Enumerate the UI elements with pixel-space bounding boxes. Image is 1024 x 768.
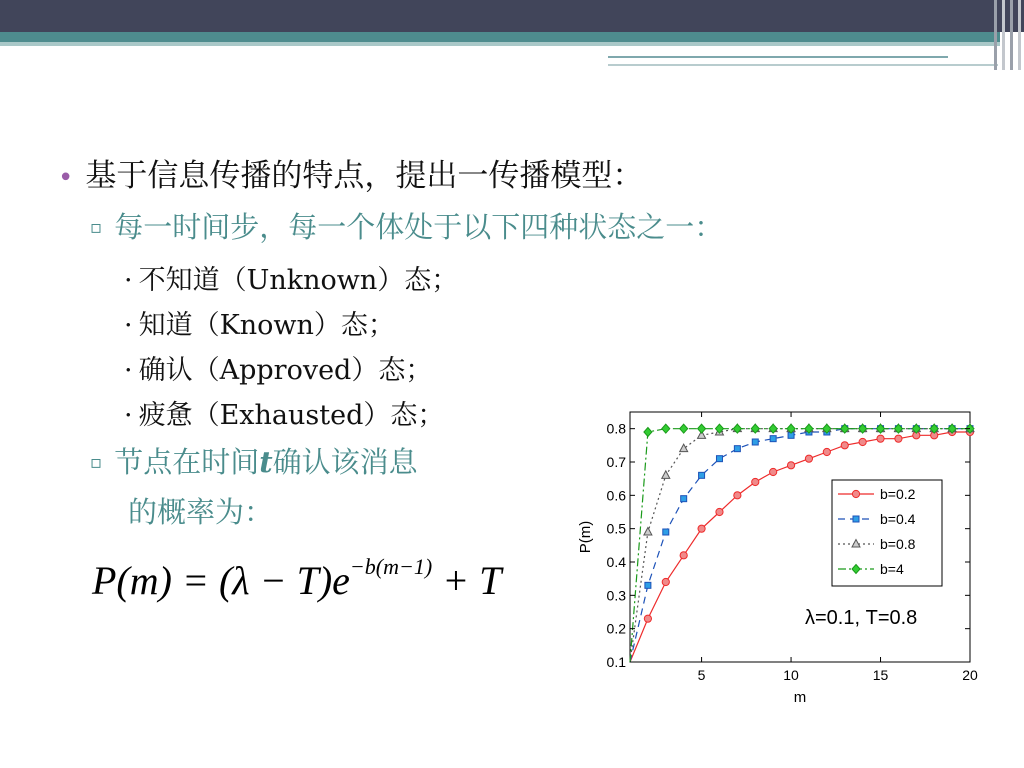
x-tick-label: 20 (962, 667, 978, 683)
data-point-b=0.4 (734, 446, 740, 452)
chart-annotation: λ=0.1, T=0.8 (805, 607, 918, 629)
data-point-b=0.2 (805, 455, 812, 462)
data-point-b=0.4 (716, 456, 722, 462)
data-point-b=0.2 (770, 468, 777, 475)
header-vline-1 (994, 0, 997, 70)
probability-formula (92, 553, 502, 604)
bullet-level1-model (58, 150, 643, 195)
small-dot-icon: · (124, 355, 133, 386)
square-bullet-icon: ▫ (90, 452, 103, 473)
formula-exponent: −b(m−1) (349, 553, 433, 579)
data-point-b=0.2 (877, 435, 884, 442)
header-vline-4 (1018, 0, 1021, 70)
header-vline-2 (1002, 0, 1005, 70)
y-tick-label: 0.7 (606, 454, 626, 470)
header-band (0, 0, 1024, 32)
data-point-b=0.4 (699, 472, 705, 478)
y-axis-label: P(m) (577, 520, 594, 554)
data-point-b=0.2 (644, 615, 651, 622)
legend-label-b=0.4: b=0.4 (880, 511, 916, 527)
data-point-b=0.4 (770, 436, 776, 442)
small-dot-icon: · (124, 265, 133, 296)
data-point-b=0.2 (716, 508, 723, 515)
y-tick-label: 0.5 (606, 520, 626, 537)
data-point-b=0.2 (823, 448, 830, 455)
y-tick-label: 0.2 (606, 620, 626, 637)
header-accent-band (0, 32, 1000, 42)
bullet-text: 确认（Approved）态； (138, 355, 433, 386)
bullet-text: 知道（Known）态； (138, 310, 395, 341)
probability-chart (570, 392, 990, 712)
bullet-text: 每一时间步，每一个体处于以下四种状态之一： (114, 210, 724, 244)
bullet-level3-approved (124, 348, 432, 387)
data-point-b=0.2 (698, 525, 705, 532)
bullet-level2-probability-line2 (128, 490, 273, 531)
header-rule-2 (608, 64, 998, 66)
data-point-b=0.2 (841, 442, 848, 449)
legend-marker-b=0.4 (853, 516, 859, 522)
data-point-b=0.2 (895, 435, 902, 442)
legend-marker-b=0.2 (852, 490, 859, 497)
data-point-b=0.2 (859, 438, 866, 445)
x-axis-label: m (793, 689, 807, 706)
legend-label-b=0.8: b=0.8 (880, 536, 916, 552)
header-rule (608, 56, 948, 58)
formula-rhs: + T (432, 558, 502, 603)
data-point-b=0.2 (787, 462, 794, 469)
legend-label-b=4: b=4 (880, 561, 904, 577)
bullet-text-post: 确认该消息 (272, 445, 418, 479)
bullet-level3-unknown (124, 258, 458, 297)
data-point-b=0.4 (663, 529, 669, 535)
data-point-b=0.4 (681, 496, 687, 502)
x-tick-label: 10 (783, 667, 799, 683)
y-tick-label: 0.8 (606, 420, 626, 437)
data-point-b=0.2 (680, 552, 687, 559)
data-point-b=0.2 (734, 492, 741, 499)
y-tick-label: 0.6 (606, 487, 626, 504)
small-dot-icon: · (124, 310, 133, 341)
y-tick-label: 0.1 (606, 654, 626, 670)
bullet-text: 的概率为： (128, 495, 274, 529)
x-tick-label: 5 (697, 667, 706, 683)
x-tick-label: 15 (872, 667, 889, 683)
bullet-level2-states (90, 205, 723, 246)
y-tick-label: 0.3 (606, 587, 626, 604)
formula-lhs: P(m) = (λ − T)e (92, 558, 350, 603)
header-vline-3 (1010, 0, 1013, 70)
bullet-text: 不知道（Unknown）态； (138, 265, 459, 296)
bullet-text: 基于信息传播的特点，提出一传播模型： (85, 158, 644, 194)
bullet-text-pre: 节点在时间 (114, 445, 260, 479)
data-point-b=0.2 (662, 578, 669, 585)
bullet-level3-exhausted (124, 393, 444, 432)
bullet-dot-icon: • (58, 163, 74, 193)
bullet-level3-known (124, 303, 395, 342)
y-tick-label: 0.4 (606, 554, 626, 570)
bullet-text-t: t (259, 445, 273, 479)
data-point-b=0.4 (752, 439, 758, 445)
data-point-b=0.2 (752, 478, 759, 485)
chart-legend (832, 480, 942, 586)
bullet-level2-probability (90, 440, 418, 481)
header-accent-thin (0, 42, 1000, 46)
small-dot-icon: · (124, 400, 133, 431)
legend-label-b=0.2: b=0.2 (880, 486, 916, 502)
bullet-text: 疲惫（Exhausted）态； (138, 400, 445, 431)
square-bullet-icon: ▫ (90, 217, 103, 238)
data-point-b=0.4 (645, 582, 651, 588)
